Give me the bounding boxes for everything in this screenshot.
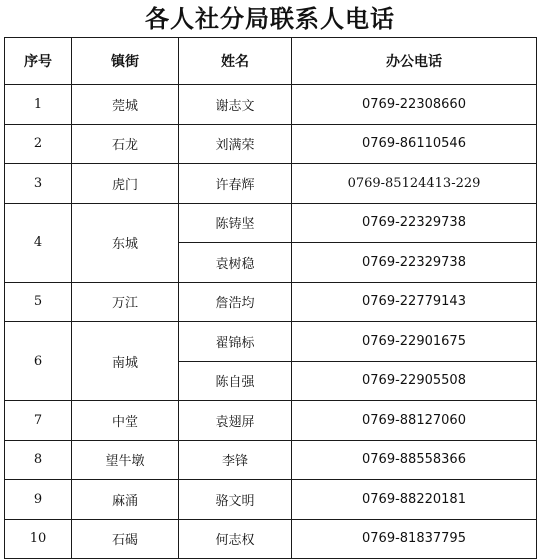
row-town: 望牛墩 [72, 440, 179, 480]
row-no: 7 [5, 401, 72, 441]
row-no: 2 [5, 124, 72, 164]
row-town: 中堂 [72, 401, 179, 441]
row-name: 詹浩均 [179, 282, 292, 322]
row-name: 袁翅屏 [179, 401, 292, 441]
row-no: 1 [5, 85, 72, 125]
header-no: 序号 [5, 38, 72, 85]
row-town: 石碣 [72, 519, 179, 559]
table-row [5, 440, 537, 480]
row-town: 麻涌 [72, 480, 179, 520]
row-phone: 0769-22779143 [292, 282, 537, 322]
row-town: 东城 [72, 203, 179, 282]
row-no: 10 [5, 519, 72, 559]
row-no: 5 [5, 282, 72, 322]
header-phone: 办公电话 [292, 38, 537, 85]
table-row [5, 124, 537, 164]
table-row [5, 282, 537, 322]
row-town: 石龙 [72, 124, 179, 164]
row-phone: 0769-22329738 [292, 243, 537, 283]
row-phone: 0769-86110546 [292, 124, 537, 164]
row-name: 许春辉 [179, 164, 292, 204]
row-phone: 0769-22905508 [292, 361, 537, 401]
table-row [5, 322, 537, 362]
row-phone: 0769-88558366 [292, 440, 537, 480]
row-phone: 0769-22901675 [292, 322, 537, 362]
header-town: 镇街 [72, 38, 179, 85]
contacts-table [4, 37, 537, 559]
row-no: 9 [5, 480, 72, 520]
row-phone: 0769-85124413-229 [292, 164, 537, 204]
row-name: 骆文明 [179, 480, 292, 520]
row-town: 莞城 [72, 85, 179, 125]
row-phone: 0769-81837795 [292, 519, 537, 559]
row-phone: 0769-88127060 [292, 401, 537, 441]
table-row [5, 480, 537, 520]
page-title: 各人社分局联系人电话 [145, 5, 395, 33]
row-phone: 0769-22308660 [292, 85, 537, 125]
row-no: 4 [5, 203, 72, 282]
row-no: 8 [5, 440, 72, 480]
table-row [5, 164, 537, 204]
row-name: 刘满荣 [179, 124, 292, 164]
row-name: 谢志文 [179, 85, 292, 125]
row-name: 翟锦标 [179, 322, 292, 362]
table-header [5, 38, 537, 85]
row-no: 3 [5, 164, 72, 204]
header-row [5, 38, 537, 85]
row-name: 陈自强 [179, 361, 292, 401]
row-name: 何志权 [179, 519, 292, 559]
row-phone: 0769-88220181 [292, 480, 537, 520]
table-body [5, 85, 537, 559]
table-row [5, 85, 537, 125]
row-town: 南城 [72, 322, 179, 401]
row-name: 李锋 [179, 440, 292, 480]
row-town: 万江 [72, 282, 179, 322]
row-name: 袁树稳 [179, 243, 292, 283]
table-row [5, 401, 537, 441]
table-row [5, 519, 537, 559]
row-name: 陈铸坚 [179, 203, 292, 243]
row-town: 虎门 [72, 164, 179, 204]
table-row [5, 203, 537, 243]
header-name: 姓名 [179, 38, 292, 85]
row-no: 6 [5, 322, 72, 401]
row-phone: 0769-22329738 [292, 203, 537, 243]
